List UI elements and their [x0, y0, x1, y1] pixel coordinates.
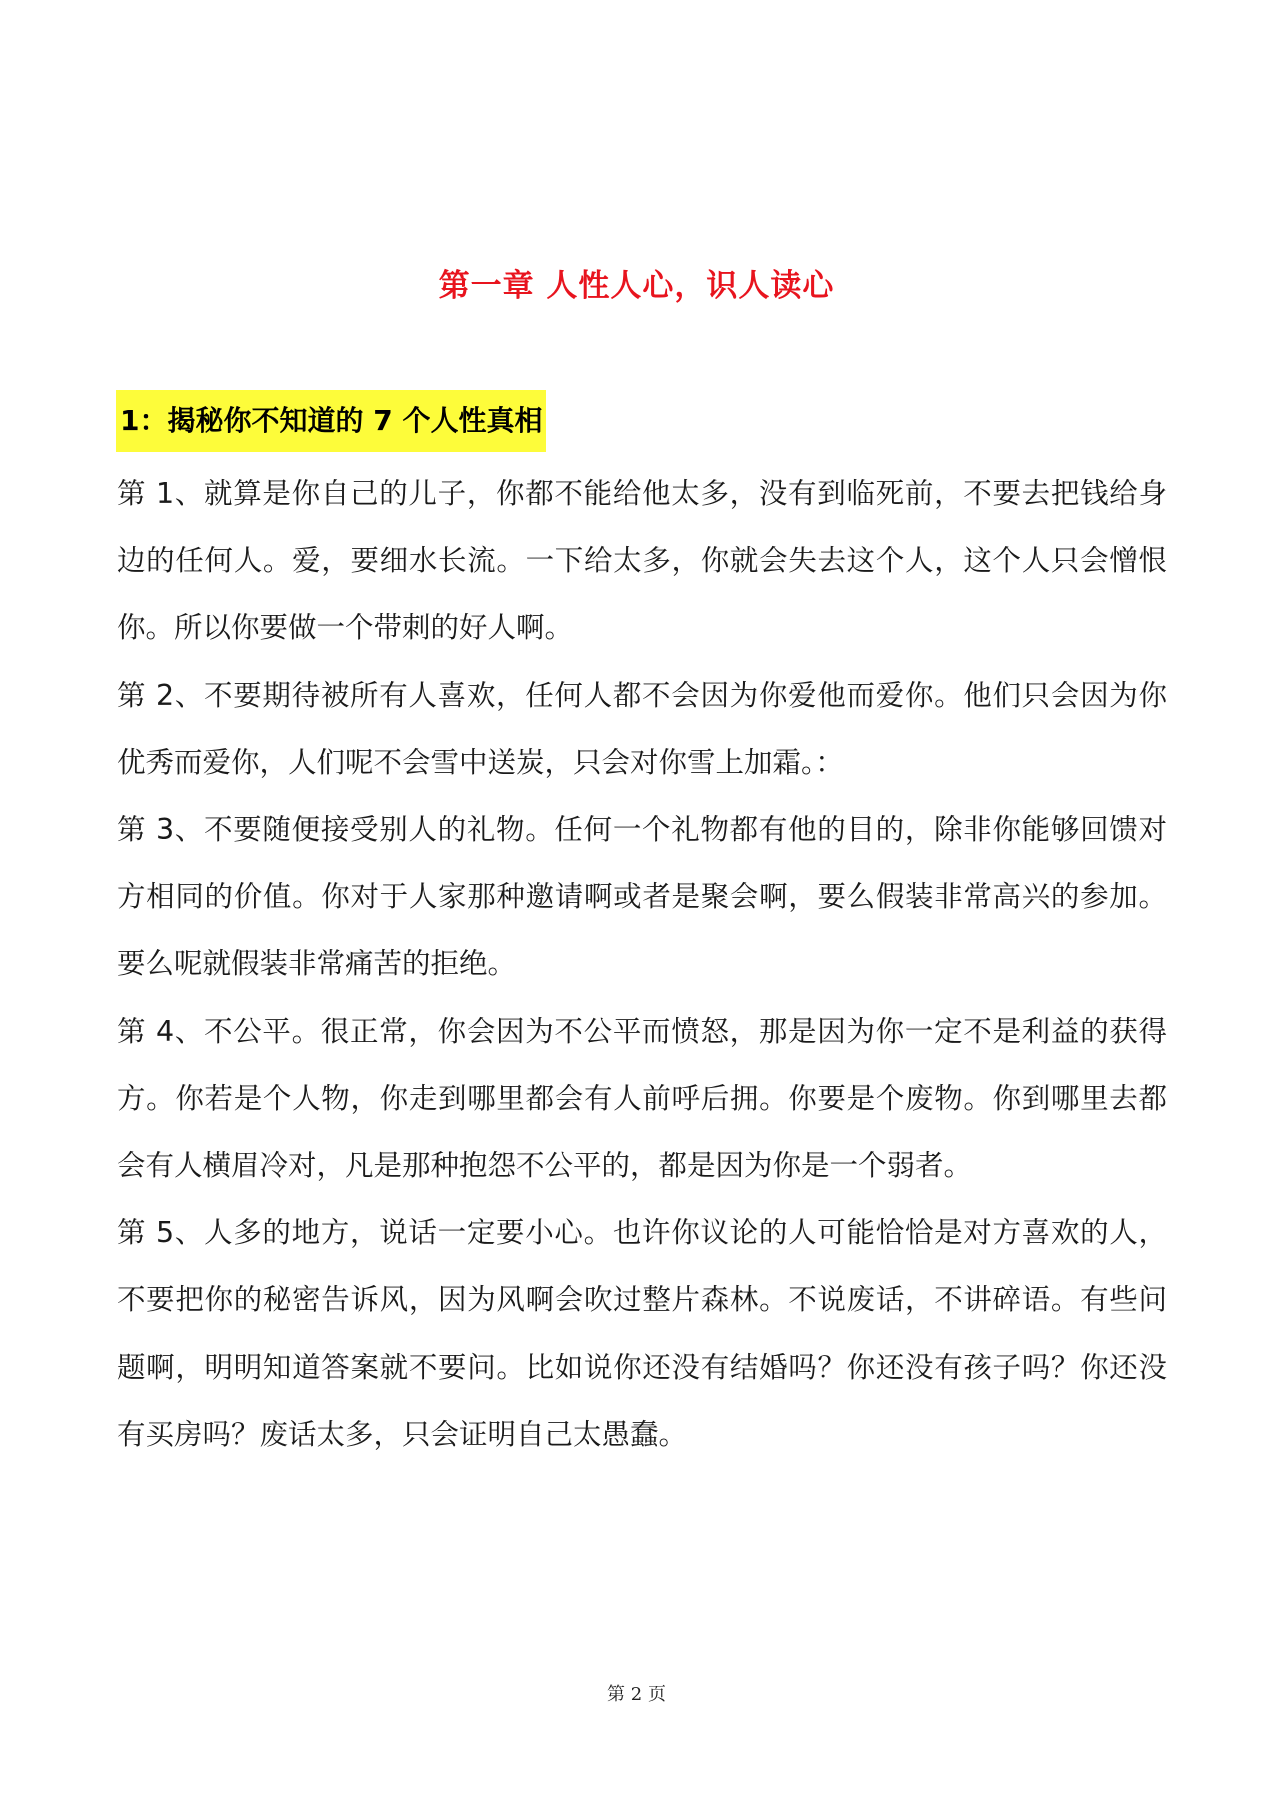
page-number: 第 2 页	[607, 1684, 666, 1705]
body-text	[117, 460, 1167, 1468]
paragraph: 第 5、人多的地方，说话一定要小心。也许你议论的人可能恰恰是对方喜欢的人，不要把你的秘密告诉风，因为风啊会吹过整片森林。不说废话，不讲碎语。有些问题啊，明明知道答案就不要问。比如说你还没有结婚吗？你还没有孩子吗？你还没有买房吗？废话太多，只会证明自己太愚蠢。	[117, 1216, 1167, 1451]
paragraph: 第 3、不要随便接受别人的礼物。任何一个礼物都有他的目的，除非你能够回馈对方相同的价值。你对于人家那种邀请啊或者是聚会啊，要么假装非常高兴的参加。要么呢就假装非常痛苦的拒绝。	[117, 813, 1167, 981]
section-heading: 1：揭秘你不知道的 7 个人性真相	[116, 390, 546, 452]
paragraph: 第 2、不要期待被所有人喜欢，任何人都不会因为你爱他而爱你。他们只会因为你优秀而爱你，人们呢不会雪中送炭，只会对你雪上加霜。：	[117, 678, 1167, 779]
chapter-title: 第一章 人性人心，识人读心	[438, 268, 835, 304]
paragraph: 第 1、就算是你自己的儿子，你都不能给他太多，没有到临死前，不要去把钱给身边的任何人。爱，要细水长流。一下给太多，你就会失去这个人，这个人只会憎恨你。所以你要做一个带刺的好人啊。	[117, 477, 1167, 645]
paragraph: 第 4、不公平。很正常，你会因为不公平而愤怒，那是因为你一定不是利益的获得方。你若是个人物，你走到哪里都会有人前呼后拥。你要是个废物。你到哪里去都会有人横眉冷对，凡是那种抱怨不公平的，都是因为你是一个弱者。	[117, 1014, 1167, 1183]
